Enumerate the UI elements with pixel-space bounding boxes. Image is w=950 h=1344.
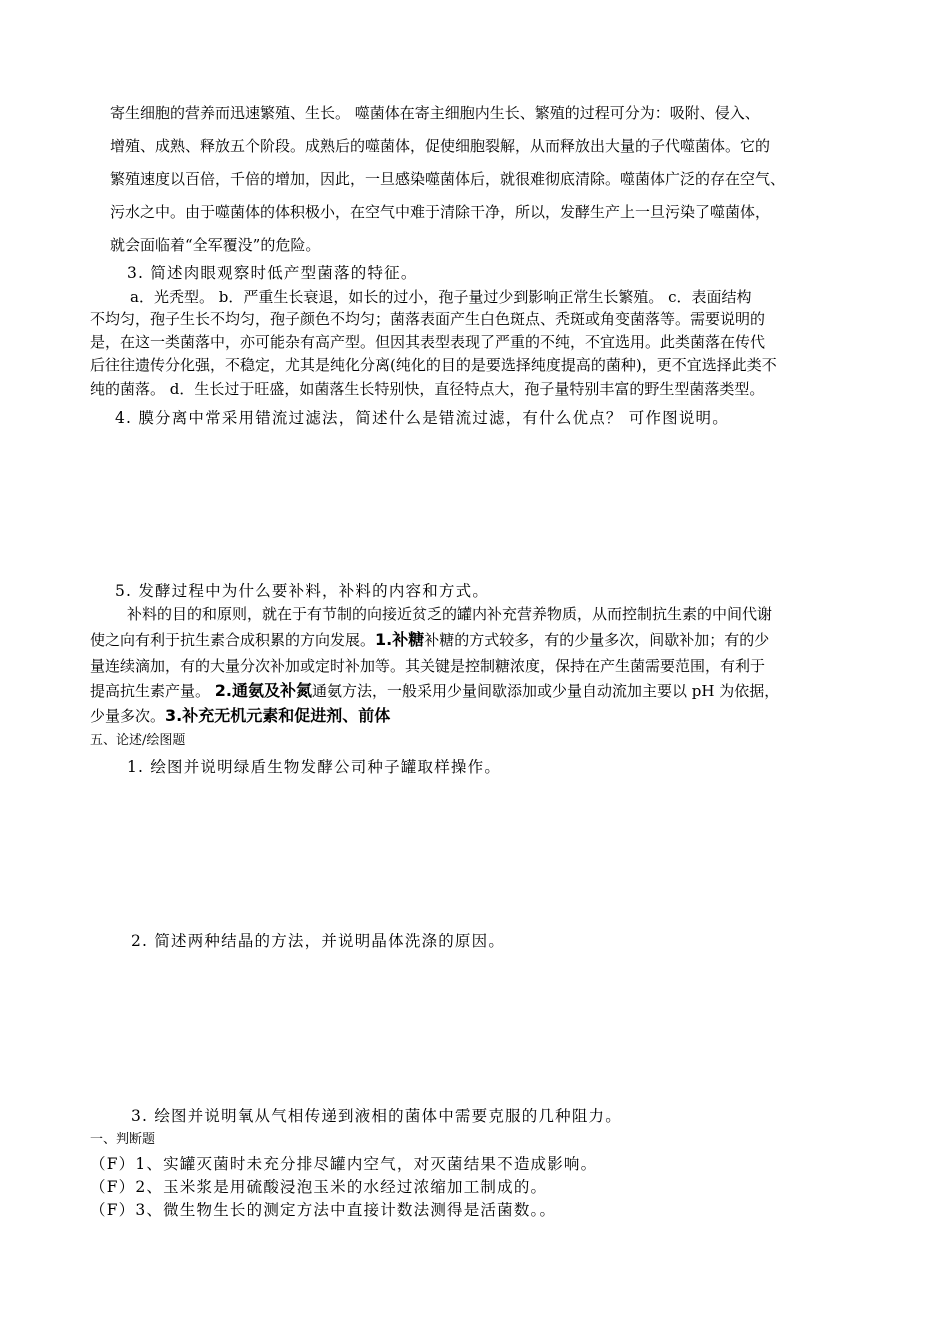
true-false-item-1: （F）1、实罐灭菌时未充分排尽罐内空气，对灭菌结果不造成影响。 — [90, 1155, 598, 1173]
answer-3-line-3: 是，在这一类菌落中，亦可能杂有高产型。但因其表型表现了严重的不纯，不宜选用。此类菌落在传代 — [90, 333, 766, 351]
answer-5-text: 使之向有利于抗生素合成积累的方向发展。 — [90, 631, 376, 649]
question-3: 3. 简述肉眼观察时低产型菌落的特征。 — [127, 264, 418, 282]
para1-line-5: 就会面临着“全军覆没”的危险。 — [110, 236, 321, 254]
section-5-question-3: 3. 绘图并说明氧从气相传递到液相的菌体中需要克服的几种阻力。 — [131, 1107, 622, 1125]
answer-3-line-2: 不均匀，孢子生长不均匀，孢子颜色不均匀；菌落表面产生白色斑点、秃斑或角变菌落等。需要说明的 — [90, 310, 766, 328]
para1-line-4: 污水之中。由于噬菌体的体积极小，在空气中难于清除干净，所以，发酵生产上一旦污染了噬菌体， — [110, 203, 771, 221]
answer-3-line-1: a．光秃型。 b．严重生长衰退，如长的过小，孢子量过少到影响正常生长繁殖。 c．表面结构 — [130, 288, 752, 306]
section-5-heading: 五、论述/绘图题 — [90, 733, 186, 748]
para1-line-2: 增殖、成熟、释放五个阶段。成熟后的噬菌体，促使细胞裂解，从而释放出大量的子代噬菌体。它的 — [110, 137, 771, 155]
answer-5-point-3: 3.补充无机元素和促进剂、前体 — [165, 706, 391, 725]
para1-line-1: 寄生细胞的营养而迅速繁殖、生长。 噬菌体在寄主细胞内生长、繁殖的过程可分为：吸附、侵入、 — [110, 104, 760, 122]
answer-3-line-5: 纯的菌落。 d．生长过于旺盛，如菌落生长特别快，直径特点大，孢子量特别丰富的野生型菌落类型。 — [90, 380, 765, 398]
section-5-question-2: 2. 简述两种结晶的方法，并说明晶体洗涤的原因。 — [131, 932, 506, 950]
question-5: 5. 发酵过程中为什么要补料，补料的内容和方式。 — [115, 582, 490, 600]
answer-5-line-1: 补料的目的和原则，就在于有节制的向接近贫乏的罐内补充营养物质，从而控制抗生素的中间代谢 — [127, 605, 773, 623]
true-false-item-2: （F）2、玉米浆是用硫酸浸泡玉米的水经过浓缩加工制成的。 — [90, 1178, 548, 1196]
answer-5-text: 少量多次。 — [90, 707, 166, 725]
answer-5-text: 补糖的方式较多，有的少量多次，间歇补加；有的少 — [424, 631, 770, 649]
answer-5-line-5 — [90, 706, 390, 726]
answer-5-line-2 — [90, 630, 769, 650]
section-1-heading: 一、判断题 — [90, 1132, 156, 1147]
section-5-question-1: 1. 绘图并说明绿盾生物发酵公司种子罐取样操作。 — [127, 758, 502, 776]
para1-line-3: 繁殖速度以百倍，千倍的增加，因此，一旦感染噬菌体后，就很难彻底清除。噬菌体广泛的存在空气、 — [110, 170, 786, 188]
answer-5-text: 通氨方法，一般采用少量间歇添加或少量自动流加主要以 pH 为依据， — [312, 682, 780, 700]
answer-5-line-3: 量连续滴加，有的大量分次补加或定时补加等。其关键是控制糖浓度，保持在产生菌需要范围，有利于 — [90, 657, 766, 675]
answer-5-line-4 — [90, 681, 779, 701]
question-4: 4. 膜分离中常采用错流过滤法，简述什么是错流过滤，有什么优点？ 可作图说明。 — [115, 409, 729, 427]
answer-3-line-4: 后往往遗传分化强，不稳定，尤其是纯化分离(纯化的目的是要选择纯度提高的菌种)，更不宜选择此类不 — [90, 356, 777, 374]
answer-5-text: 提高抗生素产量。 — [90, 682, 215, 700]
true-false-item-3: （F）3、微生物生长的测定方法中直接计数法测得是活菌数。。 — [90, 1201, 557, 1219]
answer-5-point-1: 1.补糖 — [375, 630, 425, 649]
answer-5-point-2: 2.通氨及补氮 — [214, 681, 312, 700]
